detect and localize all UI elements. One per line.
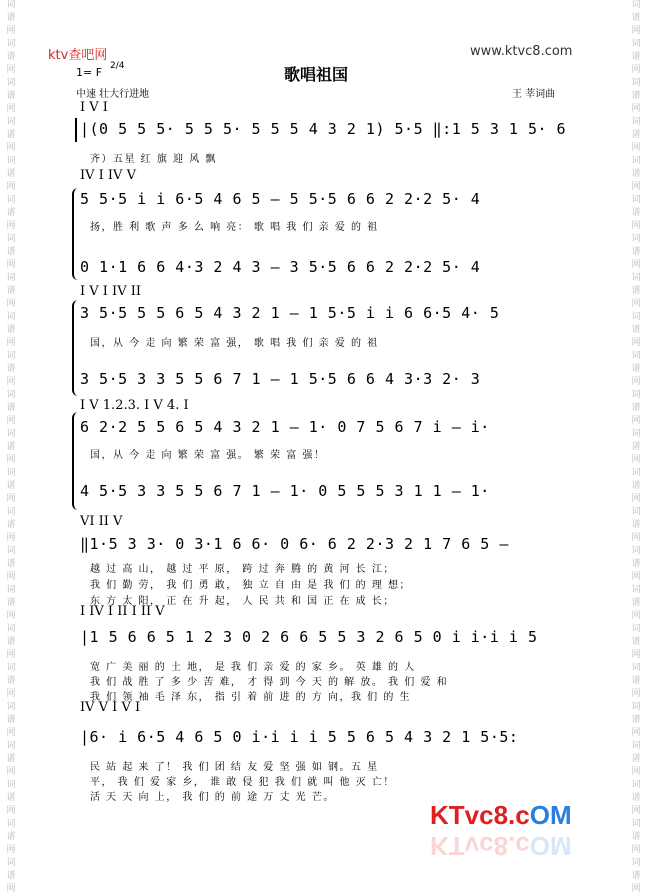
side-watermark-char: 谱 [631,793,641,803]
side-watermark-char: 网 [631,143,641,153]
side-watermark-char: 网 [6,845,16,855]
system-brace-2 [72,188,80,280]
side-watermark-char: 谱 [6,286,16,296]
side-watermark-char: 词 [631,390,641,400]
side-watermark-char: 网 [631,104,641,114]
side-watermark-char: 词 [6,0,16,10]
side-watermark-char: 谱 [6,13,16,23]
side-watermark-char: 网 [631,65,641,75]
side-watermark-char: 词 [631,624,641,634]
site-url[interactable]: www.ktvc8.com [470,44,573,59]
chord-row: VI II V [80,514,123,529]
side-watermark-char: 谱 [6,91,16,101]
lyrics-row: 国，从 今 走 向 繁 荣 富 强， 歌 唱 我 们 亲 爱 的 祖 [90,338,379,349]
notation-row: 6 2·2 5 5 6 5 4 3 2 1 — 1· 0 7 5 6 7 i — i· [80,418,490,436]
side-watermark-char: 谱 [6,520,16,530]
side-watermark-char: 词 [6,819,16,829]
side-watermark-char: 谱 [631,520,641,530]
side-watermark-char: 网 [631,377,641,387]
credit: 王 莘词曲 [512,89,556,100]
side-watermark-char: 谱 [631,676,641,686]
side-watermark-char: 词 [6,468,16,478]
side-watermark-char: 谱 [631,52,641,62]
chord-row: IV I IV V [80,168,136,183]
side-watermark-char: 词 [631,663,641,673]
side-watermark-char: 谱 [6,676,16,686]
side-watermark-char: 网 [631,416,641,426]
notation-row: 4 5·5 3 3 5 5 6 7 1 — 1· 0 5 5 5 3 1 1 — 1· [80,482,490,500]
side-watermark-char: 网 [6,884,16,894]
side-watermark-char: 谱 [6,169,16,179]
side-watermark-char: 词 [6,702,16,712]
side-watermark-char: 词 [631,468,641,478]
side-watermark-char: 谱 [631,832,641,842]
brand-label[interactable]: ktv查吧网 [48,48,108,63]
side-watermark-char: 谱 [6,208,16,218]
side-watermark-char: 词 [6,624,16,634]
side-watermark-char: 谱 [6,754,16,764]
side-watermark-char: 谱 [6,637,16,647]
side-watermark-char: 词 [631,780,641,790]
side-watermark-char: 网 [6,260,16,270]
notation-row: |6· i 6·5 4 6 5 0 i·i i i 5 5 6 5 4 3 2 1 5·5: [80,728,519,746]
side-watermark-char: 词 [631,507,641,517]
side-watermark-char: 谱 [6,364,16,374]
notation-row: 5 5·5 i i 6·5 4 6 5 — 5 5·5 6 6 2 2·2 5· 4 [80,190,481,208]
side-watermark-char: 谱 [631,208,641,218]
side-watermark-char: 网 [631,767,641,777]
side-watermark-char: 词 [631,858,641,868]
side-watermark-char: 词 [6,156,16,166]
side-watermark-char: 谱 [631,13,641,23]
system-bar-1 [75,118,77,142]
side-watermark-char: 谱 [631,364,641,374]
side-watermark-char: 网 [6,494,16,504]
side-watermark-char: 网 [6,221,16,231]
side-watermark-char: 谱 [631,130,641,140]
side-watermark-char: 网 [631,182,641,192]
lyrics-row: 我 们 勤 劳， 我 们 勇 敢， 独 立 自 由 是 我 们 的 理 想； [90,580,412,591]
side-watermark-char: 网 [631,338,641,348]
side-watermark-char: 谱 [6,793,16,803]
side-watermark-char: 网 [6,650,16,660]
notation-row: 0 1·1 6 6 4·3 2 4 3 — 3 5·5 6 6 2 2·2 5· 4 [80,258,481,276]
side-watermark-char: 网 [6,455,16,465]
system-brace-4 [72,412,80,510]
side-watermark-char: 网 [6,26,16,36]
side-watermark-char: 网 [6,533,16,543]
song-title: 歌唱祖国 [284,65,349,84]
side-watermark-char: 网 [631,689,641,699]
chord-row: I V I [80,100,108,115]
system-brace-3 [72,300,80,396]
side-watermark-char: 词 [631,39,641,49]
side-watermark-char: 谱 [6,247,16,257]
side-watermark-char: 谱 [6,481,16,491]
side-watermark-char: 谱 [6,52,16,62]
side-watermark-char: 谱 [631,559,641,569]
lyrics-row: 宽 广 美 丽 的 土 地， 是 我 们 亲 爱 的 家 乡。 英 雄 的 人 [90,662,416,673]
notation-row: |1 5 6 6 5 1 2 3 0 2 6 6 5 5 3 2 6 5 0 i i·i i 5 [80,628,538,646]
side-watermark-char: 词 [631,117,641,127]
side-watermark-char: 网 [6,806,16,816]
side-watermark-char: 网 [6,572,16,582]
side-watermark-char: 谱 [631,91,641,101]
lyrics-row: 国，从 今 走 向 繁 荣 富 强。 繁 荣 富 强！ [90,450,326,461]
side-watermark-char: 网 [6,767,16,777]
side-watermark-char: 网 [631,572,641,582]
key-signature: 1= F [76,66,103,79]
ktvc8-watermark-logo: KTvc8.cOM [430,800,572,830]
side-watermark-char: 词 [631,429,641,439]
side-watermark-char: 谱 [631,325,641,335]
side-watermark-char: 词 [631,702,641,712]
side-watermark-char: 网 [631,806,641,816]
side-watermark-char: 网 [631,494,641,504]
side-watermark-char: 网 [631,455,641,465]
side-watermark-char: 谱 [631,754,641,764]
side-watermark-char: 词 [6,234,16,244]
side-watermark-char: 词 [6,351,16,361]
side-watermark-char: 词 [6,273,16,283]
side-watermark-char: 网 [6,611,16,621]
side-watermark-char: 词 [6,507,16,517]
left-side-watermark [4,0,18,894]
chord-row: I V 1.2.3. I V 4. I [80,398,189,413]
side-watermark-char: 词 [631,819,641,829]
side-watermark-char: 词 [6,858,16,868]
side-watermark-char: 网 [631,728,641,738]
side-watermark-char: 网 [631,533,641,543]
time-signature: 2/4 [110,61,125,71]
side-watermark-char: 网 [631,611,641,621]
chord-row: IV V I V I [80,700,141,715]
tempo-marking: 中速 壮大行进地 [76,89,150,100]
side-watermark-char: 词 [6,312,16,322]
chord-row: I IV I II I II V [80,604,165,619]
side-watermark-char: 网 [6,728,16,738]
lyrics-row: 我 们 领 袖 毛 泽 东， 指 引 着 前 进 的 方 向，我 们 的 生 [90,692,412,703]
side-watermark-char: 谱 [6,403,16,413]
side-watermark-char: 词 [6,429,16,439]
side-watermark-char: 词 [631,585,641,595]
side-watermark-char: 词 [631,234,641,244]
side-watermark-char: 谱 [631,442,641,452]
side-watermark-char: 谱 [6,559,16,569]
side-watermark-char: 网 [6,182,16,192]
lyrics-row: 平， 我 们 爱 家 乡， 谁 敢 侵 犯 我 们 就 叫 他 灭 亡！ [90,777,395,788]
side-watermark-char: 词 [631,78,641,88]
side-watermark-char: 谱 [6,130,16,140]
side-watermark-char: 谱 [631,715,641,725]
side-watermark-char: 词 [6,585,16,595]
side-watermark-char: 词 [6,117,16,127]
side-watermark-char: 词 [6,390,16,400]
side-watermark-char: 词 [631,195,641,205]
side-watermark-char: 网 [631,26,641,36]
side-watermark-char: 谱 [6,325,16,335]
side-watermark-char: 谱 [6,715,16,725]
side-watermark-char: 网 [631,884,641,894]
side-watermark-char: 谱 [6,442,16,452]
side-watermark-char: 词 [6,780,16,790]
lyrics-row: 活 天 天 向 上， 我 们 的 前 途 万 丈 光 芒。 [90,792,335,803]
side-watermark-char: 网 [6,143,16,153]
side-watermark-char: 谱 [631,481,641,491]
side-watermark-char: 谱 [631,403,641,413]
side-watermark-char: 谱 [631,598,641,608]
lyrics-row: 我 们 战 胜 了 多 少 苦 难， 才 得 到 今 天 的 解 放。 我 们 爱 和 [90,677,449,688]
side-watermark-char: 谱 [6,871,16,881]
notation-row: ‖1·5 3 3· 0 3·1 6 6· 0 6· 6 2 2·3 2 1 7 6 5 — [80,535,509,553]
side-watermark-char: 词 [631,312,641,322]
side-watermark-char: 网 [6,416,16,426]
side-watermark-char: 谱 [631,871,641,881]
side-watermark-char: 词 [6,663,16,673]
lyrics-row: 民 站 起 来 了！ 我 们 团 结 友 爱 坚 强 如 钢。五 星 [90,762,379,773]
side-watermark-char: 网 [6,338,16,348]
notation-row: 3 5·5 5 5 6 5 4 3 2 1 — 1 5·5 i i 6 6·5 4· 5 [80,304,500,322]
side-watermark-char: 谱 [6,598,16,608]
lyrics-row: 扬，胜 利 歌 声 多 么 响 亮： 歌 唱 我 们 亲 爱 的 祖 [90,222,379,233]
side-watermark-char: 词 [631,546,641,556]
side-watermark-char: 网 [631,260,641,270]
side-watermark-char: 词 [631,0,641,10]
side-watermark-char: 网 [631,650,641,660]
side-watermark-char: 词 [6,195,16,205]
side-watermark-char: 网 [6,104,16,114]
side-watermark-char: 词 [631,741,641,751]
side-watermark-char: 网 [631,845,641,855]
lyrics-row: 越 过 高 山， 越 过 平 原， 跨 过 奔 腾 的 黄 河 长 江； [90,564,395,575]
side-watermark-char: 谱 [631,169,641,179]
lyrics-row: 齐）五星 红 旗 迎 风 飘 [90,154,217,165]
side-watermark-char: 词 [6,741,16,751]
side-watermark-char: 词 [631,156,641,166]
side-watermark-char: 谱 [631,247,641,257]
chord-row: I V I IV II [80,284,141,299]
side-watermark-char: 词 [6,546,16,556]
side-watermark-char: 谱 [6,832,16,842]
side-watermark-char: 网 [6,377,16,387]
side-watermark-char: 网 [6,299,16,309]
right-side-watermark [629,0,643,894]
notation-row: |(0 5 5 5· 5 5 5· 5 5 5 4 3 2 1) 5·5 ‖:1 5 3 1 5· 6 [80,120,567,138]
ktvc8-watermark-reflection: KTvc8.cOM [430,831,572,861]
side-watermark-char: 网 [6,689,16,699]
side-watermark-char: 词 [631,273,641,283]
side-watermark-char: 词 [6,78,16,88]
side-watermark-char: 谱 [631,286,641,296]
side-watermark-char: 网 [631,221,641,231]
side-watermark-char: 词 [6,39,16,49]
side-watermark-char: 谱 [631,637,641,647]
side-watermark-char: 词 [631,351,641,361]
side-watermark-char: 网 [631,299,641,309]
side-watermark-char: 网 [6,65,16,75]
notation-row: 3 5·5 3 3 5 5 6 7 1 — 1 5·5 6 6 4 3·3 2· 3 [80,370,481,388]
lyrics-row: 东 方 太 阳， 正 在 升 起， 人 民 共 和 国 正 在 成 长； [90,596,395,607]
